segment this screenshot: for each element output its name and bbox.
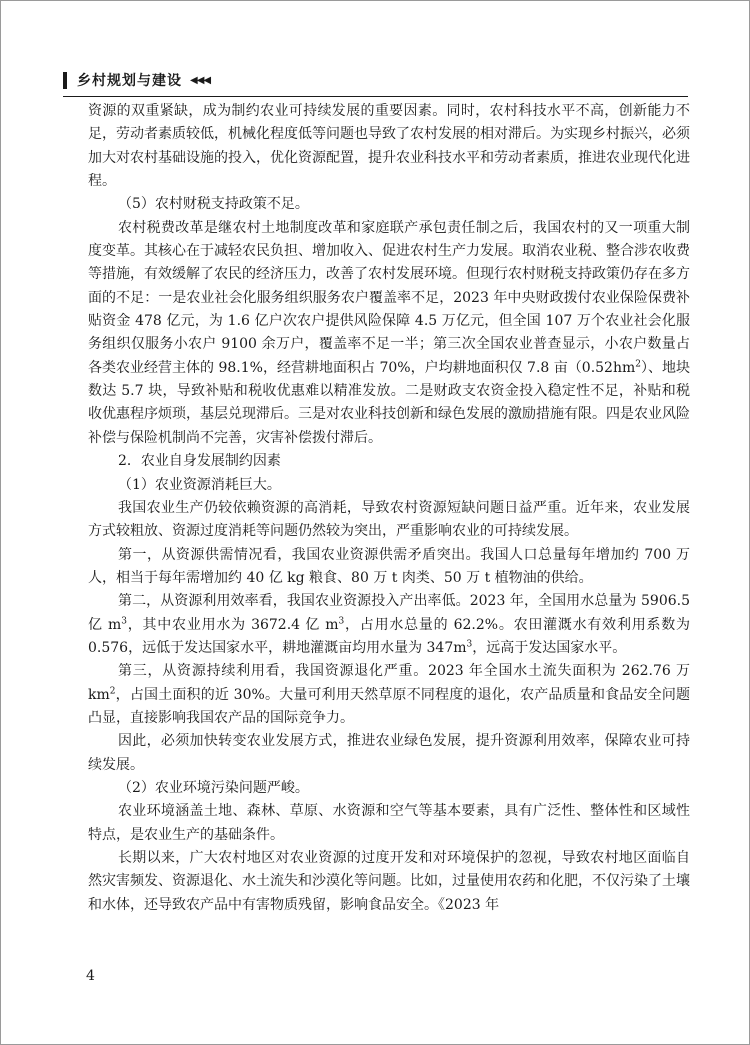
paragraph: 因此，必须加快转变农业发展方式，推进农业绿色发展，提升资源利用效率，保障农业可持续发展。 (88, 733, 690, 773)
superscript: 3 (466, 639, 473, 650)
paragraph: 我国农业生产仍较依赖资源的高消耗，导致农村资源短缺问题日益严重。近年来，农业发展方式较粗放、资源过度消耗等问题仍然较为突出，严重影响农业的可持续发展。 (88, 499, 690, 540)
page-number: 4 (86, 968, 95, 984)
superscript: 3 (121, 615, 127, 626)
paragraph (88, 590, 690, 660)
section-heading: （5）农村财税支持政策不足。 (118, 196, 309, 213)
paragraph-text: ）、地块数达 5.7 块，导致补贴和税收优惠难以精准发放。二是财政支农资金投入稳定性不足，补贴和税收优惠程序烦琐，基层兑现滞后。三是对农业科技创新和绿色发展的激励措施有限。四是农业风险补偿与保险机制尚不完善，灾害补偿拨付滞后。 (88, 359, 690, 446)
paragraph: 资源的双重紧缺，成为制约农业可持续发展的重要因素。同时，农村科技水平不高，创新能力不足，劳动者素质较低，机械化程度低等问题也导致了农村发展的相对滞后。为实现乡村振兴，必须加大对农村基础设施的投入，优化资源配置，提升农业科技水平和劳动者素质，推进农业现代化进程。 (88, 103, 690, 190)
subsection-heading: （2）农业环境污染问题严峻。 (118, 779, 309, 796)
paragraph-text: ，远高于发达国家水平。 (472, 639, 627, 656)
subsection-heading: （1）农业资源消耗巨大。 (118, 476, 281, 493)
paragraph-text: ，占用水总量的 62.2%。农田灌溉水有效利用系数为 0.576，远低于发达国家水平，耕地灌溉亩均用水量为 347m (88, 616, 690, 656)
paragraph: 长期以来，广大农村地区对农业资源的过度开发和对环境保护的忽视，导致农村地区面临自然灾害频发、资源退化、水土流失和沙漠化等问题。比如，过量使用农药和化肥，不仅污染了土壤和水体，还导致农产品中有害物质残留，影响食品安全。《2023 年 (88, 850, 690, 913)
header-title: 乡村规划与建设 (77, 73, 182, 89)
superscript: 3 (338, 615, 345, 626)
paragraph: 农业环境涵盖土地、森林、草原、水资源和空气等基本要素，具有广泛性、整体性和区域性特点，是农业生产的基础条件。 (88, 803, 690, 843)
paragraph-text: 第二，从资源利用效率看，我国农业资源投入产出率低。2023 年，全国用水总量为 5906.5 亿 m (88, 593, 690, 633)
paragraph-text: 第三，从资源持续利用看，我国资源退化严重。2023 年全国水土流失面积为 262.76 万 km (88, 663, 690, 703)
page-body (88, 100, 690, 917)
paragraph (88, 660, 690, 730)
section-heading: 2．农业自身发展制约因素 (118, 453, 281, 470)
header-bar (63, 72, 67, 89)
paragraph-text: 农村税费改革是继农村土地制度改革和家庭联产承包责任制之后，我国农村的又一项重大制度变革。其核心在于减轻农民负担、增加收入、促进农村生产力发展。取消农业税、整合涉农收费等措施，有效缓解了农民的经济压力，改善了农村发展环境。但现行农村财税支持政策仍存在多方面的不足：一是农业社会化服务组织服务农户覆盖率不足，2023 年中央财政拨付农业保险保费补贴资金 478 亿元，为 1.6 亿户次农户提供风险保障 4.5 万亿元，但全国 107 万个农业社会化服务组织仅服务小农户 9100 余万户，覆盖率不足一半；第三次全国农业普查显示，小农户数量占各类农业经营主体的 98.1%，经营耕地面积占 70%，户均耕地面积仅 7.8 亩（0.52hm (88, 219, 690, 376)
paragraph-text: ，占国土面积的近 30%。大量可利用天然草原不同程度的退化，农产品质量和食品安全问题凸显，直接影响我国农产品的国际竞争力。 (88, 686, 690, 726)
header-rule (63, 96, 688, 97)
paragraph-text: ，其中农业用水为 3672.4 亿 m (127, 616, 339, 633)
header-arrows-icon: ◀◀◀ (190, 74, 211, 86)
superscript: 2 (109, 685, 116, 696)
superscript: 2 (635, 359, 641, 370)
paragraph (88, 217, 690, 450)
paragraph: 第一，从资源供需情况看，我国农业资源供需矛盾突出。我国人口总量每年增加约 700 万人，相当于每年需增加约 40 亿 kg 粮食、80 万 t 肉类、50 万 t 植物油的供给。 (88, 546, 690, 586)
running-header (63, 69, 210, 91)
